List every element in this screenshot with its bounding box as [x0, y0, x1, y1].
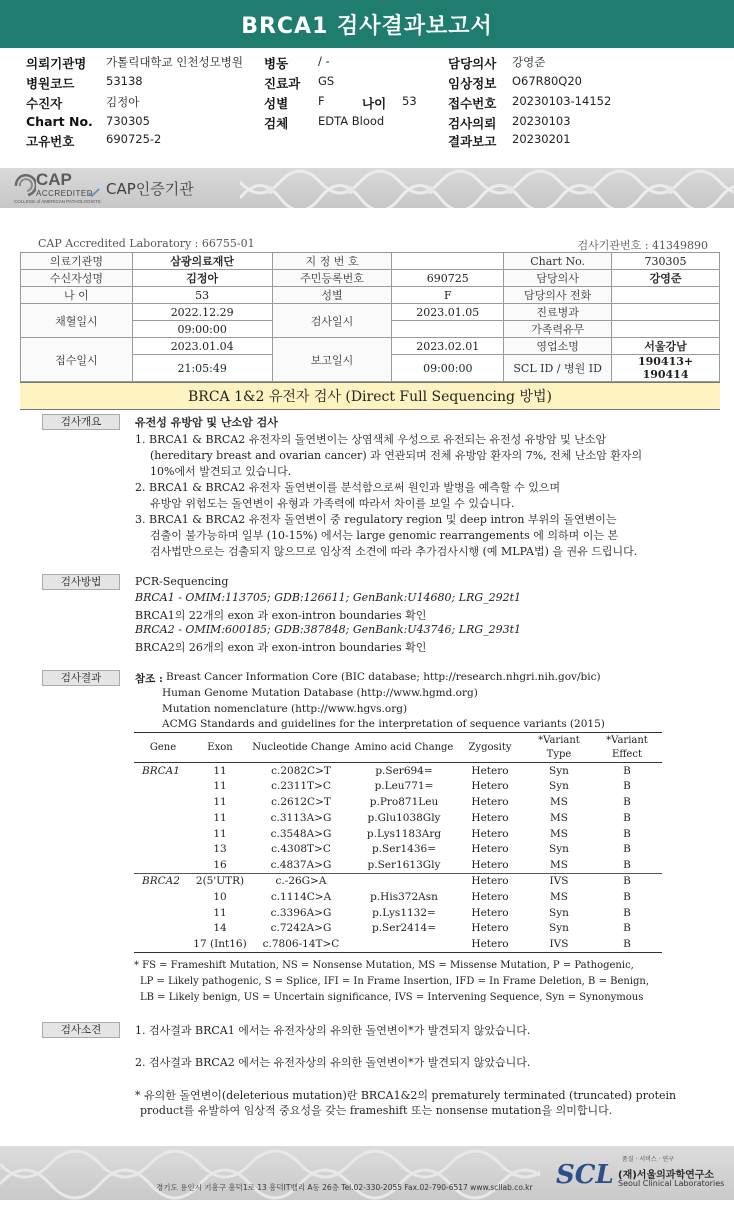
receipt-label: 접수번호 [448, 96, 497, 111]
cell [134, 889, 192, 905]
cell: BRCA1 [142, 764, 180, 777]
cell: 11 [213, 764, 227, 777]
table-row [21, 253, 720, 270]
report-scan [20, 232, 722, 1132]
patient-label: 수진자 [26, 96, 63, 111]
cell: 11 [213, 780, 227, 793]
cell [134, 826, 192, 842]
decorative-pattern [240, 168, 734, 208]
col-header: Zygosity [454, 733, 526, 763]
method-line-2: BRCA1 - OMIM:113705; GDB:126611; GenBank:U14680; LRG_292t1 [135, 591, 522, 604]
cell: 13 [213, 843, 227, 856]
overview-line-8: 검사법만으로는 검출되지 않으므로 임상적 소견에 따라 추가검사시행 (예 MLPA법) 을 권유 드립니다. [150, 545, 638, 558]
lab-number: 검사기관번호 : 41349890 [577, 239, 708, 252]
col-header: Exon [192, 733, 248, 763]
cell: c.2082C>T [271, 764, 331, 777]
cell: 서울강남 [612, 338, 720, 355]
table-row [21, 270, 720, 287]
cell: 190413+ 190414 [612, 355, 720, 382]
method-label: 검사방법 [42, 574, 120, 590]
request-value: 20230103 [512, 114, 571, 128]
cell [134, 936, 192, 952]
cell: MS [550, 827, 568, 840]
cell [134, 810, 192, 826]
table-row [21, 338, 720, 355]
cell: Syn [549, 922, 569, 935]
cell: 접수일시 [21, 338, 133, 382]
cell: Hetero [471, 858, 509, 871]
cell: 09:00:00 [132, 321, 272, 338]
cell: Hetero [471, 843, 509, 856]
cell [134, 794, 192, 810]
cell: B [623, 795, 631, 808]
cell: c.-26G>A [248, 873, 354, 889]
findings-line-2: 2. 검사결과 BRCA2 에서는 유전자상의 유의한 돌연변이*가 발견되지 않았습니다. [135, 1056, 531, 1069]
ref-bic: Breast Cancer Information Core (BIC database; http://research.nhgri.nih.gov/bic) [166, 671, 601, 683]
cap-logo-text: CAP [36, 170, 72, 189]
institution-value: 가톨릭대학교 인천성모병원 [106, 55, 243, 69]
chart-value: 730305 [106, 114, 150, 128]
doctor-label: 담당의사 [448, 56, 497, 71]
age-label: 나이 [362, 96, 387, 111]
cell: Hetero [471, 780, 509, 793]
cell: SCL ID / 병원 ID [504, 355, 612, 382]
table-row [134, 810, 662, 826]
cell: B [623, 843, 631, 856]
cell: Syn [549, 906, 569, 919]
header-row-5 [0, 132, 734, 151]
method-line-4: BRCA2 - OMIM:600185; GDB:387848; GenBank:U43746; LRG_293t1 [135, 623, 522, 636]
overview-line-1: 1. BRCA1 & BRCA2 유전자의 돌연변이는 상염색체 우성으로 유전되는 유전성 유방암 및 난소암 [135, 433, 607, 446]
findings-note-2: product를 유발하여 임상적 중요성을 갖는 frameshift 또는 nonsense mutation을 의미합니다. [140, 1104, 613, 1117]
findings-note-1: * 유의한 돌연변이(deleterious mutation)란 BRCA1&2의 prematurely terminated (truncated) protein [135, 1089, 677, 1102]
cell: Syn [549, 843, 569, 856]
header-info [0, 52, 734, 150]
cell: 21:05:49 [132, 355, 272, 382]
cell [134, 778, 192, 794]
id-label: 고유번호 [26, 134, 75, 149]
table-row [21, 304, 720, 321]
cell: Hetero [471, 906, 509, 919]
cell: Hetero [454, 936, 526, 952]
ref-hgmd: Human Genome Mutation Database (http://www.hgmd.org) [162, 687, 478, 699]
table-row [134, 841, 662, 857]
ward-value: / - [318, 54, 330, 68]
cell: 53 [132, 287, 272, 304]
cell: Hetero [471, 811, 509, 824]
results-label: 검사결과 [42, 670, 120, 686]
cell: Syn [549, 780, 569, 793]
cell: 730305 [612, 253, 720, 270]
cell: B [623, 890, 631, 903]
table-row [134, 889, 662, 905]
ward-label: 병동 [264, 56, 289, 71]
overview-line-5: 유방암 위험도는 돌연변이 유형과 가족력에 따라서 차이를 보일 수 있습니다. [150, 497, 515, 510]
cell [134, 841, 192, 857]
table-header-row [134, 733, 662, 763]
findings-line-1: 1. 검사결과 BRCA1 에서는 유전자상의 유의한 돌연변이*가 발견되지 않았습니다. [135, 1024, 531, 1037]
cell: 강영준 [612, 270, 720, 287]
cell: c.4837A>G [270, 858, 332, 871]
cell: Hetero [471, 922, 509, 935]
cell [392, 321, 504, 338]
cell: 김정아 [132, 270, 272, 287]
cell [612, 321, 720, 338]
overview-label: 검사개요 [42, 414, 120, 430]
cell: p.Glu1038Gly [367, 811, 441, 824]
table-row [134, 857, 662, 873]
cell: B [623, 922, 631, 935]
chart-label: Chart No. [26, 114, 93, 129]
table-row [21, 287, 720, 304]
ref-hgvs: Mutation nomenclature (http://www.hgvs.org) [162, 703, 408, 715]
cell: B [623, 906, 631, 919]
cell: 채혈일시 [21, 304, 133, 338]
cell: 2023.01.04 [132, 338, 272, 355]
cell: 의료기관명 [21, 253, 133, 270]
cell: 690725 [392, 270, 504, 287]
cell: B [623, 827, 631, 840]
cell: 11 [213, 906, 227, 919]
clinical-value: O67R80Q20 [512, 74, 582, 88]
receipt-value: 20230103-14152 [512, 94, 612, 108]
cell: p.Ser1613Gly [367, 858, 441, 871]
cell: MS [550, 890, 568, 903]
section-title: BRCA 1&2 유전자 검사 (Direct Full Sequencing 방법) [188, 389, 552, 405]
cell: c.2311T>C [271, 780, 331, 793]
cell [612, 287, 720, 304]
col-header: *Variant Type [526, 733, 592, 763]
cell: c.7806-14T>C [248, 936, 354, 952]
cell: 삼광의료재단 [132, 253, 272, 270]
clinical-label: 임상정보 [448, 76, 497, 91]
cell: Hetero [471, 795, 509, 808]
cell: c.4308T>C [271, 843, 331, 856]
overview-heading: 유전성 유방암 및 난소암 검사 [135, 416, 278, 429]
findings-label: 검사소견 [42, 1022, 120, 1038]
specimen-value: EDTA Blood [318, 114, 385, 128]
overview-line-7: 검출이 불가능하며 일부 (10-15%) 에서는 large genomic rearrangements 에 의하며 이는 본 [150, 529, 619, 542]
cell: 수신자성명 [21, 270, 133, 287]
header-row-4 [0, 114, 734, 133]
report-title: BRCA1 검사결과보고서 [241, 13, 493, 39]
cell: 주민등록번호 [272, 270, 392, 287]
cell: Hetero [471, 827, 509, 840]
cell: c.3396A>G [270, 906, 332, 919]
cell: 17 (Int16) [192, 936, 248, 952]
cell: IVS [526, 936, 592, 952]
cell [134, 920, 192, 936]
scl-org-ko: (재)서울의과학연구소 [618, 1170, 715, 1181]
table-row [134, 794, 662, 810]
scl-logo: SCL [556, 1160, 614, 1190]
cell: c.3113A>G [270, 811, 332, 824]
cell: B [592, 873, 662, 889]
cell: 검사일시 [272, 304, 392, 338]
cell: B [623, 811, 631, 824]
table-row [134, 778, 662, 794]
cell: F [392, 287, 504, 304]
header-row-3 [0, 94, 734, 113]
cell [392, 253, 504, 270]
cell: 성별 [272, 287, 392, 304]
cell: 가족력유무 [504, 321, 612, 338]
specimen-label: 검체 [264, 116, 289, 131]
table-row [134, 905, 662, 921]
cell: IVS [526, 873, 592, 889]
cell: Chart No. [504, 253, 612, 270]
header-row-1 [0, 54, 734, 73]
cell: c.1114C>A [270, 890, 332, 903]
sex-value: F [318, 94, 325, 108]
cell: 11 [213, 811, 227, 824]
cell: 지 정 번 호 [272, 253, 392, 270]
scl-tagline: 품질 · 서비스 · 연구 [622, 1156, 675, 1163]
footer-band [0, 1146, 734, 1200]
legend-line-2: LP = Likely pathogenic, S = Splice, IFI = In Frame Insertion, IFD = In Frame Deletion, B = Benign, [140, 976, 650, 987]
method-line-1: PCR-Sequencing [135, 575, 229, 588]
col-header: *Variant Effect [592, 733, 662, 763]
cell: 10 [213, 890, 227, 903]
cell: 담당의사 [504, 270, 612, 287]
table-row [134, 873, 662, 889]
report-title-bar [0, 0, 734, 48]
patient-value: 김정아 [106, 95, 140, 109]
cell: 2(5'UTR) [192, 873, 248, 889]
cell [354, 936, 454, 952]
cell: 나 이 [21, 287, 133, 304]
cell: 2022.12.29 [132, 304, 272, 321]
cell: 11 [213, 795, 227, 808]
col-header: Amino acid Change [354, 733, 454, 763]
cap-emblem-icon [14, 174, 36, 198]
cell: p.Pro871Leu [369, 795, 439, 808]
header-row-2 [0, 74, 734, 93]
cell: B [592, 936, 662, 952]
cell: p.Ser2414= [371, 922, 436, 935]
cell: p.Lys1183Arg [366, 827, 442, 840]
request-label: 검사의뢰 [448, 116, 497, 131]
cell: p.Lys1132= [372, 906, 436, 919]
cell: 11 [213, 827, 227, 840]
cell: Hetero [471, 764, 509, 777]
cell: B [623, 858, 631, 871]
cell: 16 [213, 858, 227, 871]
institution-label: 의뢰기관명 [26, 56, 87, 71]
cell: 진료병과 [504, 304, 612, 321]
table-row [134, 763, 662, 779]
hospital-code-label: 병원코드 [26, 76, 75, 91]
overview-line-3: 10%에서 발견되고 있습니다. [150, 465, 292, 478]
report-date-label: 결과보고 [448, 134, 497, 149]
cell [134, 857, 192, 873]
cell: B [623, 764, 631, 777]
doctor-value: 강영준 [512, 55, 546, 69]
method-line-5: BRCA2의 26개의 exon 과 exon-intron boundaries 확인 [135, 641, 427, 654]
cell: 담당의사 전화 [504, 287, 612, 304]
cell [612, 304, 720, 321]
cell: c.3548A>G [270, 827, 332, 840]
cell: MS [550, 795, 568, 808]
cell: BRCA2 [134, 873, 192, 889]
cell: p.Ser1436= [371, 843, 436, 856]
method-line-3: BRCA1의 22개의 exon 과 exon-intron boundaries 확인 [135, 609, 427, 622]
col-header: Gene [134, 733, 192, 763]
table-row [134, 936, 662, 952]
table-row [134, 826, 662, 842]
cell: 영업소명 [504, 338, 612, 355]
footer-address: 경기도 용인시 기흥구 흥덕1로 13 흥덕IT밸리 A동 26층 Tel.02-330-2055 Fax.02-790-6517 www.scllab.co.kr [156, 1183, 533, 1192]
cell: Hetero [471, 890, 509, 903]
cell: MS [550, 858, 568, 871]
cap-band [0, 168, 734, 208]
cell: 14 [213, 922, 227, 935]
report-date-value: 20230201 [512, 132, 571, 146]
cell [134, 905, 192, 921]
ref-acmg: ACMG Standards and guidelines for the interpretation of sequence variants (2015) [162, 718, 605, 730]
cell: MS [550, 811, 568, 824]
cell: 09:00:00 [392, 355, 504, 382]
cap-logo-sub: ACCREDITED [36, 189, 94, 198]
id-value: 690725-2 [106, 132, 162, 146]
ref-label: 참조 : [135, 673, 163, 685]
sex-label: 성별 [264, 96, 289, 111]
cap-logo-college: COLLEGE of AMERICAN PATHOLOGISTS [14, 199, 101, 204]
cell: c.7242A>G [270, 922, 332, 935]
cell: 2023.01.05 [392, 304, 504, 321]
dept-label: 진료과 [264, 76, 301, 91]
variant-table [134, 732, 662, 953]
cell: Syn [549, 764, 569, 777]
overview-line-6: 3. BRCA1 & BRCA2 유전자 돌연변이 중 regulatory region 및 deep intron 부위의 돌연변이는 [135, 513, 617, 526]
section-title-band [20, 382, 720, 410]
cap-accredited-lab: CAP Accredited Laboratory : 66755-01 [38, 237, 255, 250]
cell: p.His372Asn [370, 890, 438, 903]
overview-line-4: 2. BRCA1 & BRCA2 유전자 돌연변이를 분석함으로써 원인과 발병을 예측할 수 있으며 [135, 481, 561, 494]
check-icon [88, 188, 100, 198]
cap-logo [14, 170, 101, 204]
cell: p.Leu771= [374, 780, 434, 793]
age-value: 53 [402, 94, 417, 108]
dept-value: GS [318, 74, 335, 88]
table-row [134, 920, 662, 936]
hospital-code-value: 53138 [106, 74, 143, 88]
overview-line-2: (hereditary breast and ovarian cancer) 과 연관되며 전체 유방암 환자의 7%, 전체 난소암 환자의 [150, 449, 643, 462]
cell: c.2612C>T [271, 795, 331, 808]
scl-org-en: Seoul Clinical Laboratories [618, 1179, 725, 1188]
cell: p.Ser694= [375, 764, 433, 777]
cap-cert-label: CAP인증기관 [106, 180, 194, 198]
cell: 보고일시 [272, 338, 392, 382]
legend-line-3: LB = Likely benign, US = Uncertain significance, IVS = Intervening Sequence, Syn = Synonymous [140, 992, 644, 1003]
cell: 2023.02.01 [392, 338, 504, 355]
col-header: Nucleotide Change [248, 733, 354, 763]
cell: Hetero [454, 873, 526, 889]
patient-table [20, 252, 720, 382]
cell: B [623, 780, 631, 793]
legend-line-1: * FS = Frameshift Mutation, NS = Nonsense Mutation, MS = Missense Mutation, P = Pathogenic, [134, 960, 634, 971]
cell [354, 873, 454, 889]
